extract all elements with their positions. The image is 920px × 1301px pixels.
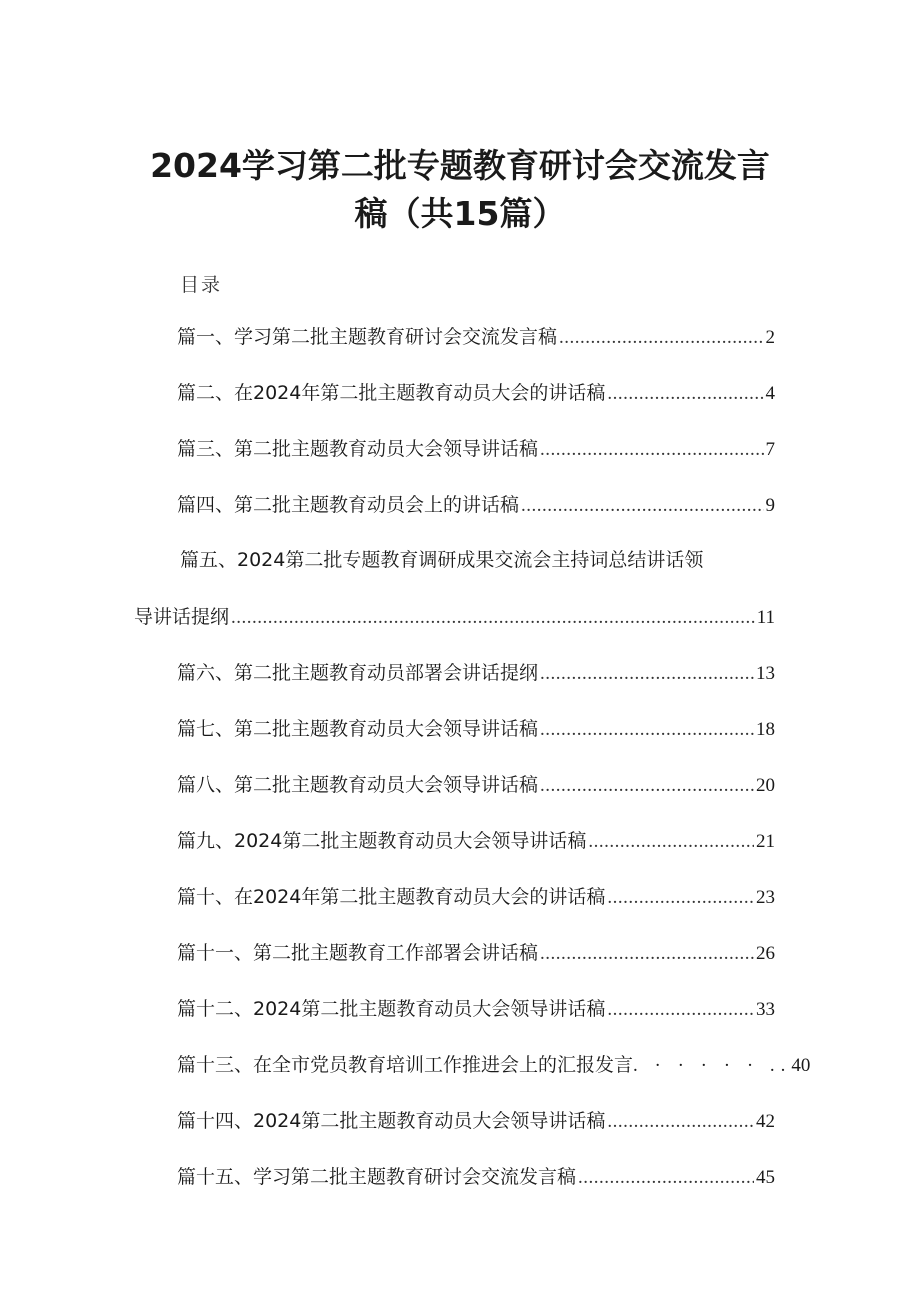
toc-entry[interactable] — [177, 994, 775, 1021]
toc-entry-label: 篇二、在2024年第二批主题教育动员大会的讲话稿 — [177, 382, 606, 404]
toc-leader-dots — [588, 831, 754, 853]
toc-entry[interactable] — [177, 714, 775, 741]
toc-entry-label: 篇十二、2024第二批主题教育动员大会领导讲话稿 — [177, 998, 606, 1020]
toc-entry[interactable] — [177, 826, 775, 853]
toc-entry-page: 13 — [756, 663, 775, 684]
toc-entry-page: 18 — [756, 719, 775, 740]
toc-leader-dots — [231, 607, 755, 629]
toc-heading: 目录 — [180, 274, 223, 296]
toc-entry-page: 4 — [765, 383, 775, 404]
toc-leader-dots — [559, 327, 763, 349]
toc-entry-page: 21 — [756, 831, 775, 852]
toc-entry-page: 42 — [756, 1111, 775, 1132]
toc-entry-page: 7 — [765, 439, 775, 460]
toc-entry[interactable] — [177, 658, 775, 685]
toc-entry-label: 篇四、第二批主题教育动员会上的讲话稿 — [177, 494, 520, 516]
toc-entry-page: 9 — [765, 495, 775, 516]
toc-entry[interactable] — [177, 1050, 811, 1077]
toc-entry-page: 20 — [756, 775, 775, 796]
toc-leader-dots — [607, 999, 754, 1021]
toc-entry[interactable] — [177, 770, 775, 797]
toc-leader-dots — [540, 719, 754, 741]
toc-entry-page: 45 — [756, 1167, 775, 1188]
toc-entry[interactable] — [177, 1106, 775, 1133]
toc-entry[interactable] — [177, 378, 775, 405]
toc-entry-page: 26 — [756, 943, 775, 964]
toc-entry[interactable] — [177, 882, 775, 909]
toc-entry[interactable] — [177, 434, 775, 461]
toc-leader-dots — [607, 383, 763, 405]
toc-entry-label: 篇六、第二批主题教育动员部署会讲话提纲 — [177, 662, 539, 684]
toc-entry-page: 11 — [756, 607, 775, 628]
toc-entry-label: 篇一、学习第二批主题教育研讨会交流发言稿 — [177, 326, 558, 348]
toc-entry-page: 2 — [765, 327, 775, 348]
toc-entry-page: 33 — [756, 999, 775, 1020]
toc-entry-label: 篇七、第二批主题教育动员大会领导讲话稿 — [177, 718, 539, 740]
toc-entry-label: 篇十五、学习第二批主题教育研讨会交流发言稿 — [177, 1166, 577, 1188]
toc-entry-label-line-2: 导讲话提纲 — [134, 606, 230, 628]
toc-entry-page: 40 — [791, 1055, 811, 1076]
toc-entry-label: 篇八、第二批主题教育动员大会领导讲话稿 — [177, 774, 539, 796]
toc-leader-dots — [607, 887, 754, 909]
toc-entry[interactable] — [177, 322, 775, 349]
toc-entry-label: 篇十一、第二批主题教育工作部署会讲话稿 — [177, 942, 539, 964]
toc-leader-dots — [540, 943, 754, 965]
toc-leader-dots — [540, 775, 754, 797]
toc-entry-label-line-1[interactable]: 篇五、2024第二批专题教育调研成果交流会主持词总结讲话领 — [180, 549, 704, 571]
toc-leader-dots — [607, 1111, 754, 1133]
toc-entry-label: 篇九、2024第二批主题教育动员大会领导讲话稿 — [177, 830, 587, 852]
toc-entry[interactable] — [177, 1162, 775, 1189]
toc-leader-dots: . · · · · · .. — [633, 1055, 792, 1076]
toc-leader-dots — [521, 495, 763, 517]
toc-entry-page: 23 — [756, 887, 775, 908]
toc-entry-label: 篇十、在2024年第二批主题教育动员大会的讲话稿 — [177, 886, 606, 908]
document-title-line-2: 稿（共15篇） — [354, 194, 566, 233]
toc-entry-label: 篇十三、在全市党员教育培训工作推进会上的汇报发言 — [177, 1054, 634, 1076]
toc-leader-dots — [578, 1167, 754, 1189]
toc-entry-label: 篇三、第二批主题教育动员大会领导讲话稿 — [177, 438, 539, 460]
document-title-line-1: 2024学习第二批专题教育研讨会交流发言 — [150, 146, 770, 185]
toc-entry-label: 篇十四、2024第二批主题教育动员大会领导讲话稿 — [177, 1110, 606, 1132]
toc-entry[interactable] — [177, 938, 775, 965]
toc-leader-dots — [540, 439, 763, 461]
toc-entry[interactable] — [177, 490, 775, 517]
toc-entry[interactable] — [134, 602, 775, 629]
toc-leader-dots — [540, 663, 754, 685]
